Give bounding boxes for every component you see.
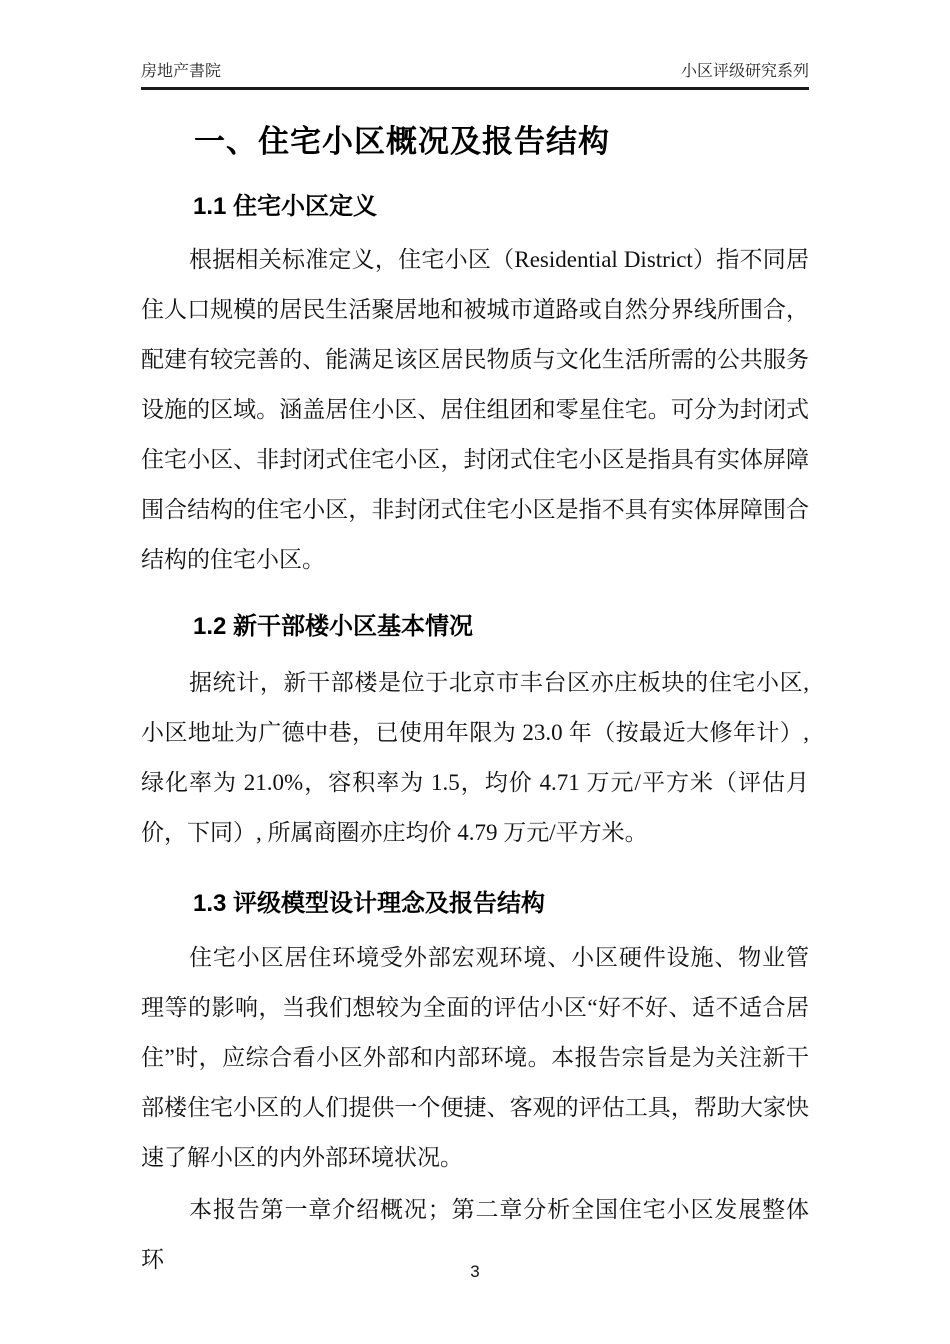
paragraph-basic-info: 据统计，新干部楼是位于北京市丰台区亦庄板块的住宅小区, 小区地址为广德中巷，已使用年限为 23.0 年（按最近大修年计）, 绿化率为 21.0%，容积率为 1.5，均价 4.71 万元/平方米（评估月价，下同）, 所属商圈亦庄均价 4.79 万元/平方米。: [141, 670, 809, 845]
page-number: 3: [470, 1262, 480, 1281]
chapter-title: 一、住宅小区概况及报告结构: [194, 124, 610, 159]
paragraph-rating-concept: 住宅小区居住环境受外部宏观环境、小区硬件设施、物业管理等的影响，当我们想较为全面的评估小区“好不好、适不适合居住”时，应综合看小区外部和内部环境。本报告宗旨是为关注新干部楼住宅小区的人们提供一个便捷、客观的评估工具，帮助大家快速了解小区的内外部环境状况。: [141, 945, 809, 1170]
paragraph-definition: 根据相关标准定义，住宅小区（Residential District）指不同居住人口规模的居民生活聚居地和被城市道路或自然分界线所围合，配建有较完善的、能满足该区居民物质与文化生活所需的公共服务设施的区域。涵盖居住小区、居住组团和零星住宅。可分为封闭式住宅小区、非封闭式住宅小区，封闭式住宅小区是指具有实体屏障围合结构的住宅小区，非封闭式住宅小区是指不具有实体屏障围合结构的住宅小区。: [141, 247, 809, 572]
section-heading-1-3: 1.3 评级模型设计理念及报告结构: [193, 890, 546, 917]
section-heading-1-1: 1.1 住宅小区定义: [193, 193, 378, 220]
header-left-text: 房地产書院: [141, 63, 222, 80]
section-heading-1-2: 1.2 新干部楼小区基本情况: [193, 613, 474, 640]
page-header: [141, 58, 809, 90]
header-right-text: 小区评级研究系列: [680, 63, 809, 80]
paragraph-report-structure: 本报告第一章介绍概况；第二章分析全国住宅小区发展整体环: [141, 1197, 809, 1272]
